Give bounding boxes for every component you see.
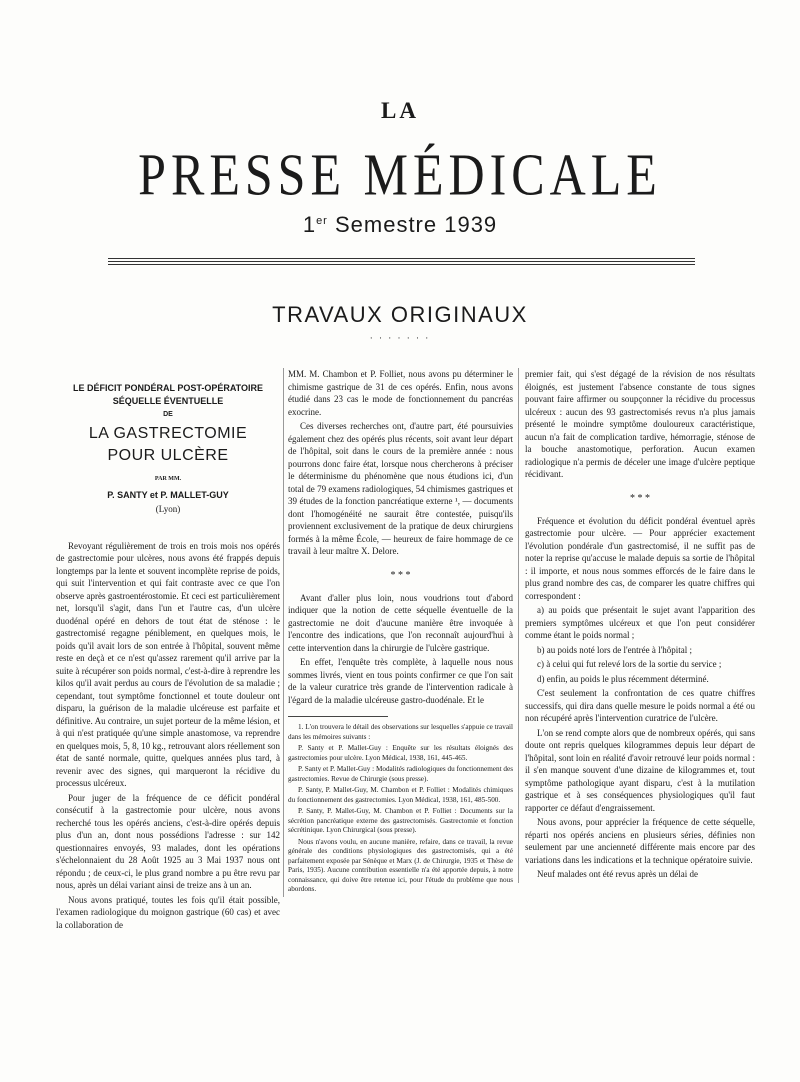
col3-paragraph: d) enfin, au poids le plus récemment déterminé. xyxy=(537,673,709,684)
masthead-la: LA xyxy=(381,98,419,123)
article-subtitle-3: DE xyxy=(163,411,173,418)
col2-paragraph: Ces diverses recherches ont, d'autre part, été poursuivies également chez des opérés plus récents, soit avant leur départ de l'hôpital, soit dans le cours de la première année : nous pourrons donc faire état, lorsque nous chercherons à préciser le déterminisme du phénomène que nous étudions ici, d'un total de 79 examens radiologiques, 54 chimismes gastriques et 39 études de la fonction pancréatique externe ¹, — documents dont l'homogénéité ne saurait être contestée, puisqu'ils proviennent exclusivement de la pratique de deux chirurgiens formés à la même École, — heureux de faire hommage de ce travail à leur maître X. Delore. xyxy=(288,421,513,556)
stars-separator: * * * xyxy=(390,569,411,581)
col3-paragraph: C'est seulement la confrontation de ces quatre chiffres successifs, qui dira dans quelle mesure le poids normal a été ou non récupéré après l'intervention curatrice de l'ulcère. xyxy=(525,688,755,723)
col3-paragraph: a) au poids que présentait le sujet avant l'apparition des premiers symptômes ulcéreux et que l'on peut considérer comme étant le poids normal ; xyxy=(525,605,755,640)
col3-paragraph: b) au poids noté lors de l'entrée à l'hôpital ; xyxy=(537,644,692,655)
col3-paragraph: c) à celui qui fut relevé lors de la sortie du service ; xyxy=(537,659,722,669)
footnote: Nous n'avons voulu, en aucune manière, refaire, dans ce travail, la revue générale des conditions physiologiques des gastrectomisés, qui a été parfaitement exposée par Sénèque et Marx (J. de Chirurgie, 1935 et Thèse de Paris, 1935). Aucune contribution essentielle n'a été apportée depuis, à notre connaissance, qui doive être retenue ici, pour l'étude du problème que nous abordons. xyxy=(288,837,513,893)
col3-paragraph: Neuf malades ont été revus après un délai de xyxy=(537,869,698,879)
masthead-title: PRESSE MÉDICALE xyxy=(138,141,662,208)
col3-paragraph: L'on se rend compte alors que de nombreux opérés, qui sans doute ont repris quelques kilogrammes depuis leur départ de l'hôpital, sont loin en réalité d'avoir retrouvé leur poids normal : il s'en manque souvent d'une dizaine de kilogrammes et, tout symptôme pathologique ayant disparu, c'est à la mutilation gastrique et à ses conséquences physiologiques qu'il faut rapporter ce défaut d'engraissement. xyxy=(525,727,755,813)
col1-paragraph: Pour juger de la fréquence de ce déficit pondéral consécutif à la gastrectomie pour ulcère, nous avons recherché tous les opérés anciens, c'est-à-dire opérés depuis plus d'un an, dont nous possédions l'adresse : sur 142 questionnaires envoyés, 93 malades, dont les opérations s'échelonnaient du 28 Août 1925 au 3 Mai 1937 nous ont répondu ; de ceux-ci, le plus grand nombre a pu être revu par nous, après un délai variant ainsi de treize ans à un an. xyxy=(56,792,280,890)
article-subtitle-2: SÉQUELLE ÉVENTUELLE xyxy=(112,396,224,406)
article-header xyxy=(56,382,280,516)
masthead-rule-1 xyxy=(108,258,695,259)
semester-number: 1 xyxy=(302,212,317,237)
section-dots: · · · · · · · xyxy=(369,333,431,343)
article-location: (Lyon) xyxy=(155,504,181,514)
masthead-semester xyxy=(0,212,800,238)
article-par: PAR MM. xyxy=(154,476,182,482)
col2-paragraph: MM. M. Chambon et P. Folliet, nous avons pu déterminer le chimisme gastrique de 31 de ces opérés. Enfin, nous avons étudié dans 23 cas le mode de fonctionnement du pancréas exocrine. xyxy=(288,369,513,417)
col2-paragraph: Avant d'aller plus loin, nous voudrions tout d'abord indiquer que la notion de cette séquelle éventuelle de la gastrectomie ne doit d'aucune manière être invoquée à l'encontre des indications, que l'on reconnaît aujourd'hui à cette intervention dans la chirurgie de l'ulcère gastrique. xyxy=(288,592,513,653)
masthead-rule-2 xyxy=(108,261,695,262)
semester-text: Semestre 1939 xyxy=(334,212,498,237)
stars-separator: * * * xyxy=(630,492,650,504)
col2-paragraph: En effet, l'enquête très complète, à laquelle nous nous sommes livrés, vient en tous points confirmer ce que l'on sait de la valeur curatrice très grande de l'intervention radicale à l'égard de la maladie ulcéreuse gastro-duodénale. Et le xyxy=(288,657,513,705)
column-2 xyxy=(283,368,513,897)
article-authors: P. SANTY et P. MALLET-GUY xyxy=(107,489,229,500)
footnote-rule xyxy=(288,716,388,717)
footnote: 1. L'on trouvera le détail des observations sur lesquelles s'appuie ce travail dans les mémoires suivants : xyxy=(288,723,513,741)
article-title-1: LA GASTRECTOMIE xyxy=(88,425,248,442)
section-title: TRAVAUX ORIGINAUX xyxy=(272,302,528,327)
footnote: P. Santy et P. Mallet-Guy : Enquête sur les résultats éloignés des gastrectomies pour ulcère. Lyon Médical, 1938, 161, 445-465. xyxy=(288,744,513,762)
footnote: P. Santy et P. Mallet-Guy : Modalités radiologiques du fonctionnement des gastrectomies. Revue de Chirurgie (sous presse). xyxy=(288,765,513,783)
column-3 xyxy=(518,368,755,883)
semester-superscript: er xyxy=(316,215,328,227)
footnote: P. Santy, P. Mallet-Guy, M. Chambon et P. Folliet : Modalités chimiques du fonctionnement des gastrectomies. Lyon Médical, 1938, 161, 485-500. xyxy=(288,786,513,804)
footnote: P. Santy, P. Mallet-Guy, M. Chambon et P. Folliet : Documents sur la sécrétion pancréatique externe des gastrectomisés. Gastrectomie et fonction sécrétinique. Lyon Chirurgical (sous presse). xyxy=(288,807,513,834)
masthead-rule-3 xyxy=(108,264,695,265)
footnotes xyxy=(288,723,513,895)
col3-paragraph: Nous avons, pour apprécier la fréquence de cette séquelle, réparti nos opérés anciens en plusieurs séries, définies non seulement par une ancienneté différente mais encore par des variations dans les indications et la technique opératoire suivie. xyxy=(525,817,755,865)
article-subtitle-1: LE DÉFICIT PONDÉRAL POST-OPÉRATOIRE xyxy=(72,383,264,393)
column-1 xyxy=(56,368,280,933)
col1-paragraph: Nous avons pratiqué, toutes les fois qu'il était possible, l'examen radiologique du moignon gastrique (60 cas) et avec la collaboration de xyxy=(56,894,280,930)
col3-paragraph: premier fait, qui s'est dégagé de la révision de nos résultats éloignés, est justement l'absence constante de tous signes pouvant faire affirmer ou soupçonner la récidive du processus ulcéreux : aucun des 93 gastrectomisés revus n'a plus jamais présenté le moindre symptôme douloureux caractéristique, aucun n'a fait de complication tardive, hémorragie, sténose de la bouche anastomotique, perforation. Aucun examen radiologique n'a permis de déceler une image d'ulcère peptique récidivant. xyxy=(525,369,755,479)
col1-paragraph: Revoyant régulièrement de trois en trois mois nos opérés de gastrectomie pour ulcères, nous avons été frappés depuis longtemps par la lente et souvent incomplète reprise de poids, qui suit l'intervention et qui fait contraste avec ce que l'on observe après gastroentérostomie. Et ceci est particulièrement net, lorsqu'il s'agit, dans l'un et l'autre cas, d'un ulcère duodénal opéré en dehors de tout état de sténose : le gastrectomisé regagne péniblement, en quelques mois, le poids qu'il avait lors de son entrée à l'hôpital, souvent même reste en deçà et ce n'est qu'assez rarement qu'il arrive par la suite à récupérer son poids normal, c'est-à-dire à reprendre les kilos qu'il avait perdus au cours de l'évolution de sa maladie ; cependant, tout symptôme fonctionnel et toute douleur ont disparu, la guérison de la maladie ulcéreuse est parfaite et définitive. Au contraire, un sujet porteur de la même lésion, et à qui n'est pratiquée qu'une simple anastomose, va reprendre en quelques mois, 5, 8, 10 kg., retrouvant alors réellement son état de santé normale, quitte, quelques années plus tard, à revenir avec des signes, qui marqueront la récidive du processus ulcéreux. xyxy=(56,540,280,788)
col3-paragraph: Fréquence et évolution du déficit pondéral éventuel après gastrectomie pour ulcère. — Pour apprécier exactement l'évolution pondérale d'un gastrectomisé, il ne suffit pas de noter la reprise qu'accuse le malade depuis sa sortie de l'hôpital : il importe, et nous nous sommes efforcés de le faire dans le plus grand nombre des cas, de comparer les quatre chiffres qui correspondent : xyxy=(525,515,755,601)
article-title-2: POUR ULCÈRE xyxy=(107,447,229,464)
